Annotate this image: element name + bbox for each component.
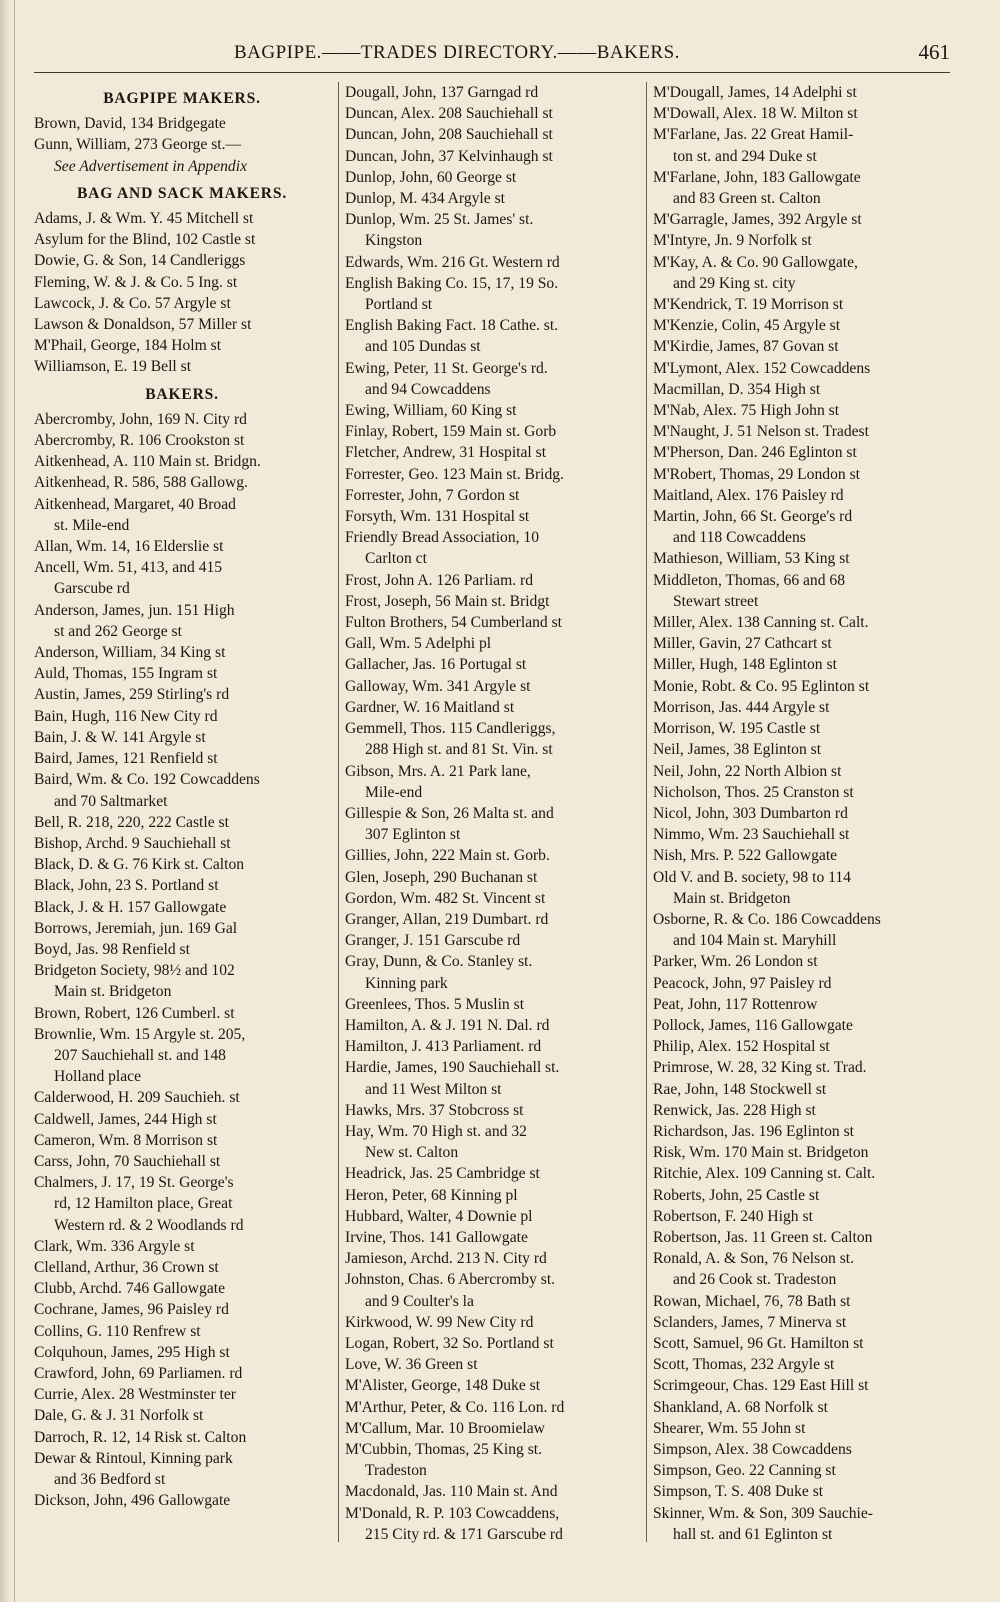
directory-entry: Nicholson, Thos. 25 Cranston st [653, 783, 854, 801]
directory-entry: Dale, G. & J. 31 Norfolk st [34, 1407, 204, 1425]
directory-entry: Baird, Wm. & Co. 192 Cowcaddens [34, 771, 260, 789]
directory-entry: M'Naught, J. 51 Nelson st. Tradest [653, 423, 869, 441]
directory-entry: M'Farlane, Jas. 22 Great Hamil- [653, 126, 854, 144]
directory-entry: Hawks, Mrs. 37 Stobcross st [345, 1101, 524, 1119]
entry-continuation: Main st. Bridgeton [673, 889, 791, 907]
directory-entry: Frost, Joseph, 56 Main st. Bridgt [345, 592, 550, 610]
directory-entry: Forrester, Geo. 123 Main st. Bridg. [345, 465, 564, 483]
directory-entry: Gall, Wm. 5 Adelphi pl [345, 635, 492, 653]
directory-entry: M'Kendrick, T. 19 Morrison st [653, 296, 844, 314]
directory-entry: Colquhoun, James, 295 High st [34, 1343, 230, 1361]
entry-continuation: Portland st [365, 296, 433, 314]
directory-entry: Galloway, Wm. 341 Argyle st [345, 677, 531, 695]
directory-entry: Robertson, F. 240 High st [653, 1207, 813, 1225]
entry-continuation: 207 Sauchiehall st. and 148 [54, 1046, 226, 1064]
entry-continuation: 307 Eglinton st [365, 826, 461, 844]
directory-entry: Gillespie & Son, 26 Malta st. and [345, 804, 554, 822]
directory-entry: Risk, Wm. 170 Main st. Bridgeton [653, 1144, 869, 1162]
directory-entry: Love, W. 36 Green st [345, 1356, 478, 1374]
entry-continuation: and 118 Cowcaddens [673, 529, 806, 547]
directory-entry: Heron, Peter, 68 Kinning pl [345, 1186, 518, 1204]
directory-entry: Brownlie, Wm. 15 Argyle st. 205, [34, 1025, 246, 1043]
directory-entry: Shearer, Wm. 55 John st [653, 1419, 806, 1437]
page-header [34, 38, 950, 68]
running-head: BAGPIPE.——TRADES DIRECTORY.——BAKERS. [234, 42, 680, 63]
directory-entry: Duncan, John, 208 Sauchiehall st [345, 126, 553, 144]
directory-entry: Carss, John, 70 Sauchiehall st [34, 1152, 221, 1170]
directory-entry: Black, J. & H. 157 Gallowgate [34, 898, 227, 916]
entry-continuation: st. Mile-end [54, 516, 130, 534]
directory-entry: Black, D. & G. 76 Kirk st. Calton [34, 856, 245, 874]
directory-entry: M'Kenzie, Colin, 45 Argyle st [653, 317, 841, 335]
directory-entry: Fulton Brothers, 54 Cumberland st [345, 614, 563, 632]
directory-column-3 [653, 82, 949, 1582]
directory-entry: M'Cubbin, Thomas, 25 King st. [345, 1441, 543, 1458]
directory-entry: Osborne, R. & Co. 186 Cowcaddens [653, 910, 881, 928]
directory-entry: Dewar & Rintoul, Kinning park [34, 1449, 233, 1467]
directory-entry: Neil, James, 38 Eglinton st [653, 741, 822, 759]
directory-entry: Gallacher, Jas. 16 Portugal st [345, 656, 527, 674]
directory-entry: Hamilton, A. & J. 191 N. Dal. rd [345, 1016, 550, 1034]
directory-entry: Fleming, W. & J. & Co. 5 Ing. st [34, 273, 238, 291]
directory-entry: English Baking Fact. 18 Cathe. st. [345, 317, 559, 335]
entry-continuation: and 94 Cowcaddens [365, 380, 491, 398]
directory-entry: Cameron, Wm. 8 Morrison st [34, 1131, 218, 1149]
directory-entry: Clubb, Archd. 746 Gallowgate [34, 1280, 225, 1298]
directory-entry: Boyd, Jas. 98 Renfield st [34, 940, 190, 958]
directory-entry: M'Callum, Mar. 10 Broomielaw [345, 1419, 545, 1437]
directory-column-1 [34, 82, 330, 1582]
directory-entry: Duncan, Alex. 208 Sauchiehall st [345, 105, 553, 123]
directory-entry: Caldwell, James, 244 High st [34, 1110, 217, 1128]
directory-entry: Friendly Bread Association, 10 [345, 529, 540, 547]
entry-continuation: Kingston [365, 232, 423, 250]
directory-entry: Aitkenhead, A. 110 Main st. Bridgn. [34, 453, 261, 471]
directory-entry: M'Alister, George, 148 Duke st [345, 1377, 541, 1395]
directory-entry: Dunlop, M. 434 Argyle st [345, 190, 505, 208]
directory-entry: Brown, Robert, 126 Cumberl. st [34, 1004, 235, 1022]
directory-entry: Peacock, John, 97 Paisley rd [653, 974, 832, 992]
directory-entry: Baird, James, 121 Renfield st [34, 750, 218, 768]
directory-entry: Rae, John, 148 Stockwell st [653, 1080, 827, 1098]
section-heading: BAG AND SACK MAKERS. [76, 184, 288, 202]
directory-entry: Bell, R. 218, 220, 222 Castle st [34, 813, 229, 831]
directory-entry: Parker, Wm. 26 London st [653, 953, 818, 971]
directory-entry: Cochrane, James, 96 Paisley rd [34, 1301, 229, 1319]
directory-entry: Gibson, Mrs. A. 21 Park lane, [345, 762, 531, 780]
directory-entry: M'Phail, George, 184 Holm st [34, 337, 222, 355]
directory-entry: Nimmo, Wm. 23 Sauchiehall st [653, 826, 850, 844]
entry-continuation: Carlton ct [365, 550, 427, 568]
entry-continuation: 215 City rd. & 171 Garscube rd [365, 1525, 563, 1543]
directory-entry: M'Farlane, John, 183 Gallowgate [653, 168, 861, 186]
directory-entry: Morrison, W. 195 Castle st [653, 720, 821, 738]
directory-entry: Dougall, John, 137 Garngad rd [345, 84, 539, 101]
directory-entry: Irvine, Thos. 141 Gallowgate [345, 1228, 528, 1246]
directory-entry: M'Dougall, James, 14 Adelphi st [653, 84, 857, 101]
header-rule [34, 72, 950, 73]
directory-entry: M'Robert, Thomas, 29 London st [653, 465, 860, 483]
directory-entry: Miller, Alex. 138 Canning st. Calt. [653, 614, 869, 632]
directory-entry: M'Intyre, Jn. 9 Norfolk st [653, 232, 812, 250]
directory-entry: Bishop, Archd. 9 Sauchiehall st [34, 834, 231, 852]
directory-entry: Dunlop, Wm. 25 St. James' st. [345, 211, 534, 229]
directory-entry: M'Pherson, Dan. 246 Eglinton st [653, 444, 857, 462]
directory-entry: Aitkenhead, Margaret, 40 Broad [34, 495, 236, 513]
directory-entry: Granger, Allan, 219 Dumbart. rd [345, 910, 549, 928]
directory-entry: Hubbard, Walter, 4 Downie pl [345, 1207, 533, 1225]
directory-entry: Brown, David, 134 Bridgegate [34, 115, 226, 133]
directory-entry: Abercromby, R. 106 Crookston st [34, 432, 245, 450]
directory-entry: Hay, Wm. 70 High st. and 32 [345, 1122, 527, 1140]
entry-continuation: Stewart street [673, 592, 759, 610]
directory-entry: Gardner, W. 16 Maitland st [345, 698, 515, 716]
directory-entry: Sclanders, James, 7 Minerva st [653, 1313, 847, 1331]
entry-continuation: Main st. Bridgeton [54, 983, 172, 1001]
directory-entry: Martin, John, 66 St. George's rd [653, 508, 853, 526]
directory-entry: Gemmell, Thos. 115 Candleriggs, [345, 720, 556, 738]
directory-entry: Darroch, R. 12, 14 Risk st. Calton [34, 1428, 247, 1446]
directory-entry: Asylum for the Blind, 102 Castle st [34, 231, 256, 249]
directory-entry: Johnston, Chas. 6 Abercromby st. [345, 1271, 556, 1289]
directory-entry: Dowie, G. & Son, 14 Candleriggs [34, 252, 246, 270]
directory-entry: Morrison, Jas. 444 Argyle st [653, 698, 830, 716]
directory-entry: Greenlees, Thos. 5 Muslin st [345, 995, 525, 1013]
directory-entry: Macdonald, Jas. 110 Main st. And [345, 1483, 558, 1501]
directory-entry: Ewing, Peter, 11 St. George's rd. [345, 359, 548, 377]
directory-entry: Monie, Robt. & Co. 95 Eglinton st [653, 677, 870, 695]
directory-entry: Simpson, Geo. 22 Canning st [653, 1462, 836, 1480]
directory-entry: Forsyth, Wm. 131 Hospital st [345, 508, 530, 526]
entry-continuation: Mile-end [365, 783, 423, 801]
directory-entry: Peat, John, 117 Rottenrow [653, 995, 818, 1013]
directory-entry: Bridgeton Society, 98½ and 102 [34, 962, 235, 980]
entry-continuation: and 11 West Milton st [365, 1080, 502, 1098]
directory-entry: Miller, Gavin, 27 Cathcart st [653, 635, 832, 653]
directory-entry: Aitkenhead, R. 586, 588 Gallowg. [34, 474, 248, 492]
directory-entry: Scrimgeour, Chas. 129 East Hill st [653, 1377, 869, 1395]
directory-entry: Rowan, Michael, 76, 78 Bath st [653, 1292, 851, 1310]
directory-entry: Anderson, James, jun. 151 High [34, 601, 235, 619]
directory-entry: Dunlop, John, 60 George st [345, 168, 517, 186]
directory-entry: Ritchie, Alex. 109 Canning st. Calt. [653, 1165, 876, 1183]
entry-continuation: Garscube rd [54, 580, 130, 598]
directory-entry: Borrows, Jeremiah, jun. 169 Gal [34, 919, 238, 937]
entry-continuation: hall st. and 61 Eglinton st [673, 1525, 833, 1543]
directory-entry: Adams, J. & Wm. Y. 45 Mitchell st [34, 210, 254, 228]
directory-entry: Logan, Robert, 32 So. Portland st [345, 1334, 554, 1352]
entry-continuation: Kinning park [365, 974, 448, 992]
directory-entry: Philip, Alex. 152 Hospital st [653, 1038, 830, 1056]
directory-entry: Simpson, Alex. 38 Cowcaddens [653, 1441, 852, 1458]
directory-entry: Finlay, Robert, 159 Main st. Gorb [345, 423, 557, 441]
directory-entry: Nicol, John, 303 Dumbarton rd [653, 804, 848, 822]
directory-entry: Clelland, Arthur, 36 Crown st [34, 1258, 219, 1276]
entry-continuation: and 105 Dundas st [365, 338, 481, 356]
directory-entry: Kirkwood, W. 99 New City rd [345, 1313, 534, 1331]
entry-continuation: and 29 King st. city [673, 274, 796, 292]
entry-continuation: and 9 Coulter's la [365, 1292, 474, 1310]
column-divider [646, 82, 647, 1542]
directory-entry: Pollock, James, 116 Gallowgate [653, 1016, 853, 1034]
directory-entry: Clark, Wm. 336 Argyle st [34, 1237, 195, 1255]
directory-entry: Dickson, John, 496 Gallowgate [34, 1492, 231, 1510]
directory-entry: Renwick, Jas. 228 High st [653, 1101, 816, 1119]
page-binding-edge [0, 0, 15, 1602]
directory-entry: Currie, Alex. 28 Westminster ter [34, 1386, 237, 1404]
directory-entry: English Baking Co. 15, 17, 19 So. [345, 274, 559, 292]
directory-entry: Bain, Hugh, 116 New City rd [34, 707, 218, 725]
directory-entry: Maitland, Alex. 176 Paisley rd [653, 486, 844, 504]
directory-entry: Shankland, A. 68 Norfolk st [653, 1398, 828, 1416]
directory-entry: Miller, Hugh, 148 Eglinton st [653, 656, 837, 674]
directory-entry: Lawson & Donaldson, 57 Miller st [34, 316, 252, 334]
directory-entry: Hardie, James, 190 Sauchiehall st. [345, 1059, 560, 1077]
directory-entry: Ewing, William, 60 King st [345, 402, 517, 420]
directory-entry: Scott, Thomas, 232 Argyle st [653, 1356, 835, 1374]
directory-entry: Neil, John, 22 North Albion st [653, 762, 842, 780]
directory-entry: Crawford, John, 69 Parliamen. rd [34, 1364, 243, 1382]
entry-continuation: Holland place [54, 1068, 142, 1086]
entry-continuation: and 104 Main st. Maryhill [673, 932, 837, 950]
directory-entry: Forrester, John, 7 Gordon st [345, 486, 520, 504]
directory-entry: Austin, James, 259 Stirling's rd [34, 686, 230, 704]
directory-entry: Simpson, T. S. 408 Duke st [653, 1483, 824, 1501]
directory-entry: M'Dowall, Alex. 18 W. Milton st [653, 105, 858, 123]
entry-continuation: and 70 Saltmarket [54, 792, 168, 810]
directory-entry: Gray, Dunn, & Co. Stanley st. [345, 953, 533, 971]
directory-entry: Ronald, A. & Son, 76 Nelson st. [653, 1250, 854, 1268]
directory-entry: Middleton, Thomas, 66 and 68 [653, 571, 846, 589]
directory-entry: Frost, John A. 126 Parliam. rd [345, 571, 533, 589]
entry-continuation: and 83 Green st. Calton [673, 190, 821, 208]
entry-continuation: rd, 12 Hamilton place, Great [54, 1195, 233, 1213]
directory-entry: Bain, J. & W. 141 Argyle st [34, 728, 206, 746]
directory-entry: M'Garragle, James, 392 Argyle st [653, 211, 862, 229]
section-heading: BAKERS. [145, 385, 219, 403]
entry-continuation: and 36 Bedford st [54, 1471, 166, 1488]
directory-entry: M'Kay, A. & Co. 90 Gallowgate, [653, 253, 858, 271]
directory-entry: Duncan, John, 37 Kelvinhaugh st [345, 147, 553, 165]
directory-entry: Macmillan, D. 354 High st [653, 380, 821, 398]
directory-entry: Black, John, 23 S. Portland st [34, 877, 219, 895]
directory-entry: Ancell, Wm. 51, 413, and 415 [34, 559, 223, 577]
entry-continuation: st and 262 George st [54, 622, 182, 640]
directory-entry: Nish, Mrs. P. 522 Gallowgate [653, 847, 838, 865]
entry-continuation: Tradeston [365, 1462, 427, 1480]
directory-entry: Headrick, Jas. 25 Cambridge st [345, 1165, 540, 1183]
directory-entry: Lawcock, J. & Co. 57 Argyle st [34, 294, 231, 312]
section-heading: BAGPIPE MAKERS. [103, 90, 261, 107]
directory-entry: Glen, Joseph, 290 Buchanan st [345, 868, 538, 886]
directory-entry: Granger, J. 151 Garscube rd [345, 932, 521, 950]
directory-entry: Gunn, William, 273 George st.— [34, 136, 242, 154]
directory-entry: Williamson, E. 19 Bell st [34, 358, 192, 376]
directory-entry: Collins, G. 110 Renfrew st [34, 1322, 201, 1340]
directory-entry: Chalmers, J. 17, 19 St. George's [34, 1174, 234, 1192]
directory-entry: Fletcher, Andrew, 31 Hospital st [345, 444, 547, 462]
directory-entry: Hamilton, J. 413 Parliament. rd [345, 1038, 542, 1056]
advertisement-note: See Advertisement in Appendix [54, 157, 247, 175]
directory-entry: Calderwood, H. 209 Sauchieh. st [34, 1089, 240, 1107]
directory-entry: M'Donald, R. P. 103 Cowcaddens, [345, 1504, 560, 1522]
entry-continuation: Western rd. & 2 Woodlands rd [54, 1216, 244, 1234]
directory-entry: Gordon, Wm. 482 St. Vincent st [345, 889, 546, 907]
entry-continuation: ton st. and 294 Duke st [673, 147, 817, 165]
directory-entry: Skinner, Wm. & Son, 309 Sauchie- [653, 1504, 873, 1522]
directory-entry: Roberts, John, 25 Castle st [653, 1186, 820, 1204]
directory-entry: Jamieson, Archd. 213 N. City rd [345, 1250, 547, 1268]
entry-continuation: New st. Calton [365, 1144, 459, 1162]
directory-entry: Auld, Thomas, 155 Ingram st [34, 665, 218, 683]
directory-entry: Old V. and B. society, 98 to 114 [653, 868, 851, 886]
directory-entry: Richardson, Jas. 196 Eglinton st [653, 1122, 854, 1140]
column-divider [338, 82, 339, 1542]
page-number: 461 [918, 40, 950, 64]
directory-column-2 [345, 82, 641, 1582]
directory-entry: M'Lymont, Alex. 152 Cowcaddens [653, 359, 871, 377]
entry-continuation: 288 High st. and 81 St. Vin. st [365, 741, 553, 759]
directory-entry: M'Nab, Alex. 75 High John st [653, 402, 840, 420]
directory-entry: M'Kirdie, James, 87 Govan st [653, 338, 839, 356]
directory-entry: Anderson, William, 34 King st [34, 644, 226, 662]
directory-entry: Gillies, John, 222 Main st. Gorb. [345, 847, 550, 865]
directory-entry: Mathieson, William, 53 King st [653, 550, 850, 568]
directory-entry: Abercromby, John, 169 N. City rd [34, 410, 247, 428]
directory-entry: Primrose, W. 28, 32 King st. Trad. [653, 1059, 867, 1077]
directory-entry: Scott, Samuel, 96 Gt. Hamilton st [653, 1334, 864, 1352]
directory-entry: Allan, Wm. 14, 16 Elderslie st [34, 538, 224, 556]
directory-entry: M'Arthur, Peter, & Co. 116 Lon. rd [345, 1398, 565, 1416]
directory-entry: Robertson, Jas. 11 Green st. Calton [653, 1228, 873, 1246]
directory-entry: Edwards, Wm. 216 Gt. Western rd [345, 253, 560, 271]
entry-continuation: and 26 Cook st. Tradeston [673, 1271, 837, 1289]
